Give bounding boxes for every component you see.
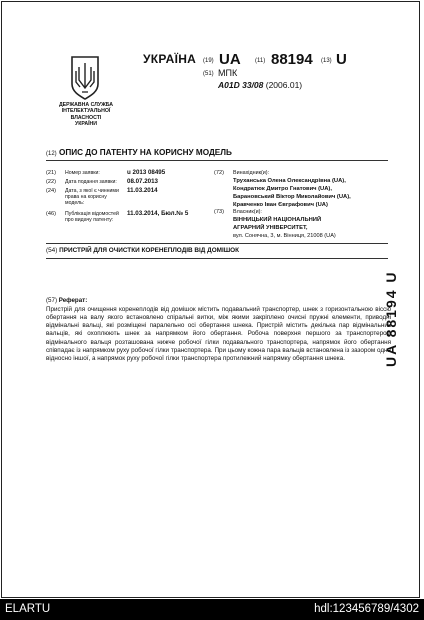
ipc-classification: A01D 33/08 (2006.01) xyxy=(218,80,303,90)
side-patent-label: UA 88194 U xyxy=(383,270,399,367)
rights-effective-date: 11.03.2014 xyxy=(127,187,158,194)
owner-address: вул. Сонячна, 3, м. Вінниця, 21008 (UA) xyxy=(233,233,336,239)
agency-name: ДЕРЖАВНА СЛУЖБА ІНТЕЛЕКТУАЛЬНОЇ ВЛАСНОСТІ УКРАЇНИ xyxy=(58,102,114,128)
inventor-name: Труханська Олена Олександрівна (UA), xyxy=(233,178,346,184)
divider xyxy=(46,258,388,259)
ipc-tag: (51) xyxy=(203,71,214,77)
field-label: Дата, з якої є чинними права на корисну модель: xyxy=(65,188,119,206)
field-code: (21) xyxy=(46,170,56,176)
kind-code: U xyxy=(336,51,347,68)
inventor-name: Кравченко Іван Євграфович (UA) xyxy=(233,202,328,208)
country-name: УКРАЇНА xyxy=(143,52,197,66)
kind-tag: (13) xyxy=(321,58,332,64)
field-label: Дата подання заявки: xyxy=(65,179,117,185)
owner-label: Власник(и): xyxy=(233,209,262,215)
patent-number: 88194 xyxy=(271,51,313,68)
field-label: Номер заявки: xyxy=(65,170,100,176)
document-page xyxy=(1,1,420,598)
country-code-tag: (19) xyxy=(203,58,214,64)
patent-number-tag: (11) xyxy=(255,58,266,64)
field-code: (73) xyxy=(214,209,224,215)
inventor-name: Барановський Віктор Миколайович (UA), xyxy=(233,194,351,200)
divider xyxy=(46,243,388,244)
document-type-title: (12) ОПИС ДО ПАТЕНТУ НА КОРИСНУ МОДЕЛЬ xyxy=(46,148,232,157)
field-code: (46) xyxy=(46,211,56,217)
inventors-label: Винахідник(и): xyxy=(233,170,270,176)
field-label: Публікація відомостей про видачу патенту: xyxy=(65,211,119,223)
field-code: (72) xyxy=(214,170,224,176)
owner-name: АГРАРНИЙ УНІВЕРСИТЕТ, xyxy=(233,225,308,231)
filing-date: 08.07.2013 xyxy=(127,178,158,185)
trident-emblem-icon xyxy=(60,54,110,100)
publication-info: 11.03.2014, Бюл.№ 5 xyxy=(127,210,189,217)
inventor-name: Кондратюк Дмитро Гнатович (UA), xyxy=(233,186,332,192)
ipc-label: МПК xyxy=(218,68,238,78)
invention-title: (54) ПРИСТРІЙ ДЛЯ ОЧИСТКИ КОРЕНЕПЛОДІВ ВІД ДОМІШОК xyxy=(46,247,240,254)
divider xyxy=(46,160,388,161)
abstract-text: Пристрій для очищення коренеплодів від домішок містить подавальний транспортер, шнек з горизонтальною віссю обертання на валу якого встановлено спіральні витки, між якими закріплено очисні пружні елементи, приводні відмінальні вальці, які розміщені паралельно осі обертання шнека. Пристрій містить декілька пар відмінальних вальців, які охоплюють шнек за напрямком його обертання. Робоча поверхня першого за транспортером відмінального вальця розташована нижче робочої гілки подавального транспортера, напрямок його обертання співпадає із напрямком руху робочої гілки транспортера. При цьому кожна пара вальців встановлена із зазором одна відносно іншої, а напрямок руху робочої гілки транспортера протилежний напрямку обертання шнека. xyxy=(46,306,391,362)
footer-bar xyxy=(0,599,424,620)
field-code: (22) xyxy=(46,179,56,185)
application-number: u 2013 08495 xyxy=(127,169,166,176)
country-code: UA xyxy=(219,51,241,68)
footer-source: ELARTU xyxy=(5,603,51,615)
abstract-label: (57) Реферат: xyxy=(46,297,88,304)
footer-handle: hdl:123456789/4302 xyxy=(314,603,419,615)
field-code: (24) xyxy=(46,188,56,194)
owner-name: ВІННИЦЬКИЙ НАЦІОНАЛЬНИЙ xyxy=(233,217,322,223)
